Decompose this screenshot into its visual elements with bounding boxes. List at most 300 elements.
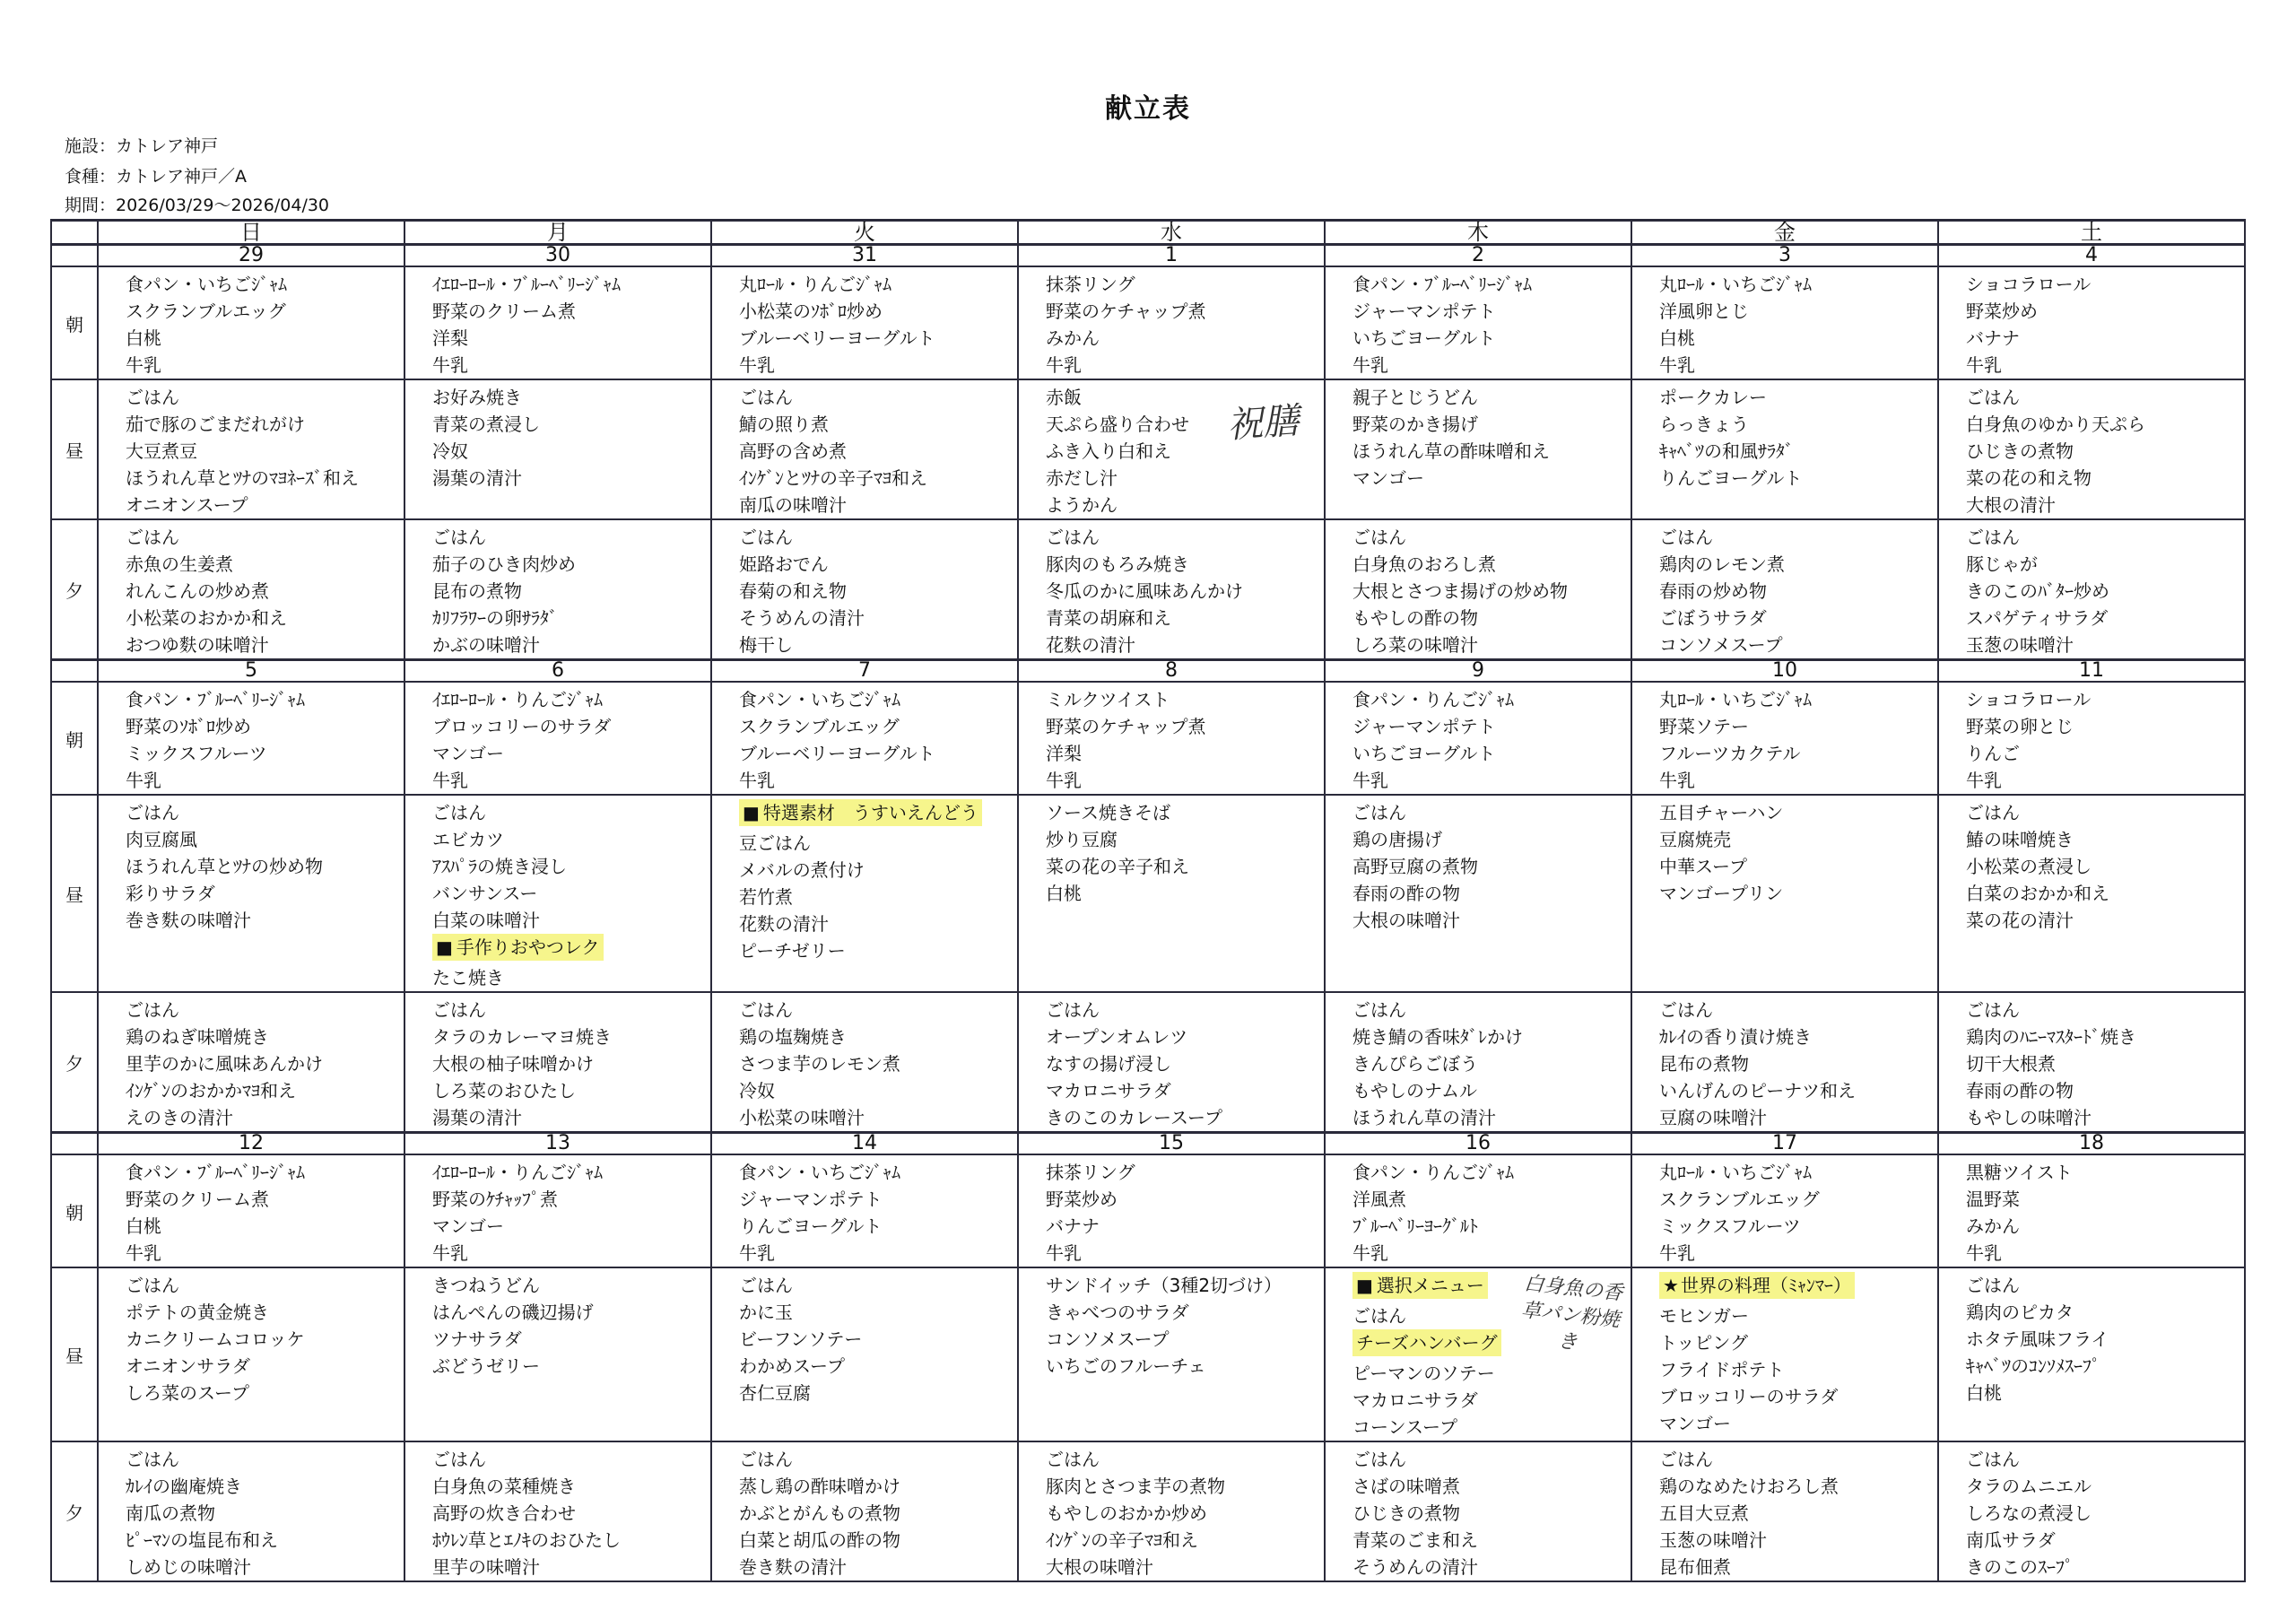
menu-cell	[1631, 1441, 1938, 1581]
menu-cell	[1938, 379, 2245, 519]
menu-item: 菜の花の清汁	[1966, 910, 2074, 931]
meal-row-dinner	[51, 1441, 2245, 1581]
menu-item: 鶏肉のレモン煮	[1659, 553, 1785, 575]
date-cell: 12	[98, 1133, 404, 1155]
menu-item: らっきょう	[1659, 414, 1749, 435]
menu-table	[50, 219, 2246, 1582]
meal-label: 朝	[51, 682, 98, 795]
menu-item: 牛乳	[432, 354, 468, 376]
menu-item: 抹茶リング	[1046, 274, 1135, 295]
menu-item: ショコラロール	[1966, 274, 2092, 295]
handwritten-menu-note: 白身魚の香草パン粉焼き	[1520, 1272, 1624, 1354]
menu-item: 茄子のひき肉炒め	[432, 553, 576, 575]
menu-item: フルーツカクテル	[1659, 743, 1801, 764]
menu-item: 大根の味噌汁	[1046, 1556, 1153, 1578]
menu-item: サンドイッチ（3種2切づけ）	[1046, 1275, 1283, 1296]
menu-item: 花麩の清汁	[1046, 634, 1135, 656]
menu-item: みかん	[1046, 327, 1100, 349]
menu-item: たこ焼き	[432, 967, 504, 988]
meal-label: 朝	[51, 1154, 98, 1267]
menu-item: 鶏のなめたけおろし煮	[1659, 1476, 1839, 1497]
menu-item: 温野菜	[1966, 1189, 2020, 1210]
day-header: 火	[711, 221, 1018, 245]
date-cell: 16	[1325, 1133, 1631, 1155]
menu-cell	[1631, 1267, 1938, 1441]
menu-cell	[1018, 1441, 1325, 1581]
meal-row-breakfast	[51, 1154, 2245, 1267]
menu-item: 牛乳	[126, 770, 161, 791]
meal-row-dinner	[51, 992, 2245, 1133]
menu-item: 巻き麩の清汁	[739, 1556, 847, 1578]
menu-item: 白桃	[126, 1215, 161, 1237]
menu-item: 豆腐の味噌汁	[1659, 1107, 1767, 1128]
menu-item: 杏仁豆腐	[739, 1382, 811, 1404]
menu-cell	[1325, 682, 1631, 795]
meal-label: 夕	[51, 1441, 98, 1581]
menu-item: 野菜ソテー	[1659, 716, 1749, 737]
menu-item: マンゴー	[432, 1215, 504, 1237]
menu-cell	[1018, 1154, 1325, 1267]
meal-row-lunch	[51, 379, 2245, 519]
menu-item: 野菜のクリーム煮	[432, 300, 576, 322]
menu-item: ごはん	[432, 999, 486, 1021]
date-cell: 29	[98, 245, 404, 267]
date-cell: 4	[1938, 245, 2245, 267]
menu-item: コーンスープ	[1352, 1416, 1457, 1438]
menu-item: コンソメスープ	[1659, 634, 1783, 656]
menu-item: 牛乳	[126, 1242, 161, 1264]
menu-cell	[404, 992, 711, 1133]
menu-item: 白桃	[126, 327, 161, 349]
menu-item: もやしのナムル	[1352, 1080, 1477, 1102]
menu-item: ごはん	[1352, 802, 1406, 823]
menu-cell	[98, 519, 404, 660]
menu-item: ごはん	[126, 387, 179, 408]
menu-cell	[404, 379, 711, 519]
menu-item: ミックスフルーツ	[126, 743, 267, 764]
menu-item: 小松菜の煮浸し	[1966, 856, 2092, 877]
menu-item: ごはん	[432, 802, 486, 823]
menu-item: 蒸し鶏の酢味噌かけ	[739, 1476, 900, 1497]
menu-item: 野菜のクリーム煮	[126, 1189, 269, 1210]
menu-item: ごはん	[1659, 1449, 1713, 1470]
menu-item: 赤だし汁	[1046, 467, 1118, 489]
menu-item: マンゴー	[1352, 467, 1424, 489]
menu-cell	[1631, 682, 1938, 795]
menu-item: 大根の味噌汁	[1352, 910, 1460, 931]
menu-cell	[1325, 1441, 1631, 1581]
menu-item: 里芋のかに風味あんかけ	[126, 1053, 323, 1075]
menu-item: ごはん	[1352, 527, 1406, 548]
date-row	[51, 245, 2245, 267]
menu-cell	[1631, 992, 1938, 1133]
day-header: 土	[1938, 221, 2245, 245]
menu-item: ホタテ風味フライ	[1966, 1328, 2109, 1350]
menu-item: ごはん	[1659, 527, 1713, 548]
meal-label: 夕	[51, 519, 98, 660]
menu-item: 小松菜の味噌汁	[739, 1107, 865, 1128]
menu-item: 白身魚の菜種焼き	[432, 1476, 576, 1497]
menu-item: 梅干し	[739, 634, 793, 656]
menu-cell	[98, 1441, 404, 1581]
menu-cell	[98, 266, 404, 379]
menu-item: 丸ﾛｰﾙ・りんごｼﾞｬﾑ	[739, 274, 891, 295]
menu-item: 小松菜のおかか和え	[126, 607, 287, 629]
menu-item: 牛乳	[1659, 354, 1695, 376]
menu-item: 大根の清汁	[1966, 494, 2056, 516]
menu-cell	[1631, 266, 1938, 379]
menu-item: ミックスフルーツ	[1659, 1215, 1801, 1237]
meal-type-label: 食種：カトレア神戸／A	[65, 167, 247, 187]
date-cell: 1	[1018, 245, 1325, 267]
menu-item: しろ菜のスープ	[126, 1382, 249, 1404]
date-cell: 2	[1325, 245, 1631, 267]
menu-item: おつゆ麩の味噌汁	[126, 634, 269, 656]
menu-item: 丸ﾛｰﾙ・いちごｼﾞｬﾑ	[1659, 274, 1812, 295]
menu-cell	[1938, 1154, 2245, 1267]
menu-item: さつま芋のレモン煮	[739, 1053, 900, 1075]
menu-item: 食パン・りんごｼﾞｬﾑ	[1352, 1162, 1514, 1183]
menu-item: 鯖の照り煮	[739, 414, 829, 435]
menu-item: マカロニサラダ	[1352, 1389, 1478, 1411]
menu-cell	[1631, 795, 1938, 992]
menu-item: 炒り豆腐	[1046, 829, 1118, 850]
menu-item: 親子とじうどん	[1352, 387, 1478, 408]
menu-item: 白桃	[1046, 883, 1082, 904]
day-header: 木	[1325, 221, 1631, 245]
menu-item: 牛乳	[1966, 354, 2002, 376]
menu-item: ごはん	[126, 802, 179, 823]
menu-item: 玉葱の味噌汁	[1659, 1529, 1767, 1551]
menu-cell	[1018, 795, 1325, 992]
menu-item: 春雨の酢の物	[1966, 1080, 2074, 1102]
menu-item: ごはん	[432, 1449, 486, 1470]
menu-item: もやしの酢の物	[1352, 607, 1478, 629]
menu-cell	[711, 992, 1018, 1133]
menu-item: 牛乳	[432, 770, 468, 791]
menu-item: ほうれん草の清汁	[1352, 1107, 1496, 1128]
menu-item: ごはん	[1352, 1449, 1406, 1470]
menu-item: ｲﾝｹﾞﾝとﾂﾅの辛子ﾏﾖ和え	[739, 467, 927, 489]
menu-item: いちごヨーグルト	[1352, 327, 1496, 349]
menu-cell	[1018, 992, 1325, 1133]
menu-item: 丸ﾛｰﾙ・いちごｼﾞｬﾑ	[1659, 689, 1812, 710]
menu-item: 白身魚のおろし煮	[1352, 553, 1496, 575]
menu-item: マンゴープリン	[1659, 883, 1784, 904]
menu-item: ｶﾚｲの香り漬け焼き	[1659, 1026, 1812, 1048]
menu-cell	[1938, 519, 2245, 660]
menu-item: 白桃	[1659, 327, 1695, 349]
date-cell: 15	[1018, 1133, 1325, 1155]
menu-item: 里芋の味噌汁	[432, 1556, 540, 1578]
menu-item: 高野豆腐の煮物	[1352, 856, 1478, 877]
menu-item: きつねうどん	[432, 1275, 540, 1296]
menu-item: ★ 世界の料理（ﾐｬﾝﾏｰ）	[1659, 1272, 1855, 1299]
menu-item: 冷奴	[432, 440, 468, 462]
menu-item: ごはん	[739, 527, 793, 548]
menu-item: りんご	[1966, 743, 2020, 764]
menu-item: 牛乳	[432, 1242, 468, 1264]
menu-item: 鶏肉のピカタ	[1966, 1302, 2074, 1323]
menu-item: 高野の炊き合わせ	[432, 1502, 576, 1524]
date-row-label	[51, 660, 98, 683]
menu-item: スパゲティサラダ	[1966, 607, 2109, 629]
menu-item: ごはん	[126, 1449, 179, 1470]
day-header: 金	[1631, 221, 1938, 245]
menu-item: えのきの清汁	[126, 1107, 233, 1128]
menu-item: 昆布の煮物	[432, 580, 522, 602]
menu-item: 牛乳	[1659, 1242, 1695, 1264]
menu-cell	[1325, 795, 1631, 992]
meal-label: 昼	[51, 795, 98, 992]
menu-item: 春雨の炒め物	[1659, 580, 1767, 602]
menu-cell	[1938, 1267, 2245, 1441]
menu-item: オニオンサラダ	[126, 1355, 250, 1377]
menu-item: かぶの味噌汁	[432, 634, 540, 656]
menu-cell	[1018, 266, 1325, 379]
menu-item: マカロニサラダ	[1046, 1080, 1171, 1102]
menu-item: 天ぷら盛り合わせ	[1046, 414, 1189, 435]
menu-item: ｶﾘﾌﾗﾜｰの卵ｻﾗﾀﾞ	[432, 607, 558, 629]
menu-item: ｲﾝｹﾞﾝのおかかﾏﾖ和え	[126, 1080, 296, 1102]
date-cell: 11	[1938, 660, 2245, 683]
date-cell: 5	[98, 660, 404, 683]
menu-item: ブルーベリーヨーグルト	[739, 743, 935, 764]
menu-item: 野菜炒め	[1046, 1189, 1118, 1210]
menu-item: 小松菜のｿﾎﾞﾛ炒め	[739, 300, 883, 322]
day-header: 日	[98, 221, 404, 245]
menu-cell	[1018, 682, 1325, 795]
menu-item: しろ菜のおひたし	[432, 1080, 576, 1102]
menu-item: ようかん	[1046, 494, 1118, 516]
menu-item: 牛乳	[1352, 1242, 1388, 1264]
menu-item: ｷｬﾍﾞﾂの和風ｻﾗﾀﾞ	[1659, 440, 1794, 462]
menu-item: そうめんの清汁	[1352, 1556, 1478, 1578]
menu-item: 野菜のかき揚げ	[1352, 414, 1478, 435]
menu-item: ごはん	[739, 387, 793, 408]
menu-item: 野菜炒め	[1966, 300, 2038, 322]
menu-item: ひじきの煮物	[1352, 1502, 1460, 1524]
menu-item: ブロッコリーのサラダ	[432, 716, 612, 737]
date-row-label	[51, 245, 98, 267]
menu-item: 野菜のケチャップ煮	[1046, 716, 1206, 737]
menu-item: ぶどうゼリー	[432, 1355, 540, 1377]
menu-cell	[1938, 795, 2245, 992]
menu-item: ｲｴﾛｰﾛｰﾙ・りんごｼﾞｬﾑ	[432, 689, 603, 710]
menu-item: 食パン・りんごｼﾞｬﾑ	[1352, 689, 1514, 710]
menu-item: 湯葉の清汁	[432, 467, 522, 489]
menu-item: ごはん	[739, 1275, 793, 1296]
menu-item: 牛乳	[1966, 770, 2002, 791]
menu-item: 黒糖ツイスト	[1966, 1162, 2073, 1183]
menu-item: きんぴらごぼう	[1352, 1053, 1478, 1075]
menu-item: 食パン・いちごｼﾞｬﾑ	[126, 274, 287, 295]
menu-cell	[1325, 1154, 1631, 1267]
date-cell: 10	[1631, 660, 1938, 683]
menu-item: 野菜のケチャップ煮	[1046, 300, 1206, 322]
menu-item: ごはん	[739, 999, 793, 1021]
menu-item: コンソメスープ	[1046, 1328, 1170, 1350]
menu-item: タラのムニエル	[1966, 1476, 2092, 1497]
menu-item: ジャーマンポテト	[739, 1189, 883, 1210]
menu-cell	[404, 519, 711, 660]
date-cell: 7	[711, 660, 1018, 683]
menu-item: 赤飯	[1046, 387, 1082, 408]
menu-cell	[98, 682, 404, 795]
menu-item: お好み焼き	[432, 387, 522, 408]
menu-item: ﾎｳﾚﾝ草とｴﾉｷのおひたし	[432, 1529, 621, 1551]
menu-cell	[404, 266, 711, 379]
menu-item: 焼き鯖の香味ﾀﾞﾚかけ	[1352, 1026, 1523, 1048]
corner-cell	[51, 221, 98, 245]
menu-cell	[711, 1441, 1018, 1581]
menu-item: いちごのフルーチェ	[1046, 1355, 1206, 1377]
menu-item: そうめんの清汁	[739, 607, 865, 629]
menu-item: 白菜のおかか和え	[1966, 883, 2109, 904]
menu-item: 牛乳	[1352, 770, 1388, 791]
menu-item: きのこのカレースープ	[1046, 1107, 1222, 1128]
menu-item: 白菜と胡瓜の酢の物	[739, 1529, 900, 1551]
menu-item: ｱｽﾊﾟﾗの焼き浸し	[432, 856, 567, 877]
menu-item: ピーチゼリー	[739, 940, 846, 962]
menu-item: 白菜の味噌汁	[432, 910, 540, 931]
menu-item: ごはん	[126, 999, 179, 1021]
menu-item: チーズハンバーグ	[1352, 1329, 1501, 1356]
menu-item: 南瓜の味噌汁	[739, 494, 847, 516]
menu-item: 牛乳	[739, 1242, 775, 1264]
date-cell: 8	[1018, 660, 1325, 683]
menu-item: 高野の含め煮	[739, 440, 847, 462]
menu-item: ごはん	[1966, 1449, 2020, 1470]
menu-item: ｷｬﾍﾞﾂのｺﾝｿﾒｽｰﾌﾟ	[1966, 1355, 2100, 1377]
menu-item: もやしの味噌汁	[1966, 1107, 2092, 1128]
menu-cell	[1325, 519, 1631, 660]
menu-item: 茄で豚のごまだれがけ	[126, 414, 305, 435]
menu-item: メバルの煮付け	[739, 859, 865, 881]
menu-item: ｶﾚｲの幽庵焼き	[126, 1476, 242, 1497]
date-cell: 13	[404, 1133, 711, 1155]
menu-item: 鶏肉のﾊﾆｰﾏｽﾀｰﾄﾞ焼き	[1966, 1026, 2136, 1048]
menu-item: 五目大豆煮	[1659, 1502, 1749, 1524]
menu-cell	[1938, 266, 2245, 379]
menu-item: 南瓜の煮物	[126, 1502, 215, 1524]
date-cell: 17	[1631, 1133, 1938, 1155]
menu-item: ごはん	[1966, 999, 2020, 1021]
menu-cell	[711, 379, 1018, 519]
menu-item: しろ菜の味噌汁	[1352, 634, 1478, 656]
menu-item: ほうれん草とﾂﾅのﾏﾖﾈｰｽﾞ和え	[126, 467, 359, 489]
meal-label: 昼	[51, 1267, 98, 1441]
meal-row-lunch	[51, 1267, 2245, 1441]
menu-item: ごはん	[739, 1449, 793, 1470]
menu-item: 青菜の胡麻和え	[1046, 607, 1171, 629]
menu-item: ジャーマンポテト	[1352, 300, 1496, 322]
menu-item: きゃべつのサラダ	[1046, 1302, 1189, 1323]
menu-item: 五目チャーハン	[1659, 802, 1784, 823]
menu-item: ﾋﾟｰﾏﾝの塩昆布和え	[126, 1529, 278, 1551]
menu-cell	[404, 1154, 711, 1267]
menu-item: オープンオムレツ	[1046, 1026, 1188, 1048]
menu-item: ショコラロール	[1966, 689, 2092, 710]
menu-cell	[98, 992, 404, 1133]
menu-item: マンゴー	[432, 743, 504, 764]
menu-item: ごはん	[1966, 802, 2020, 823]
menu-cell	[404, 795, 711, 992]
menu-item: 白桃	[1966, 1382, 2002, 1404]
menu-item: ■ 特選素材 うすいえんどう	[739, 799, 982, 826]
facility-label: 施設：カトレア神戸	[65, 136, 219, 156]
menu-item: ごはん	[1966, 1275, 2020, 1296]
menu-item: 春菊の和え物	[739, 580, 847, 602]
menu-item: ひじきの煮物	[1966, 440, 2074, 462]
menu-item: 牛乳	[1352, 354, 1388, 376]
menu-cell	[1325, 992, 1631, 1133]
menu-item: ごはん	[1966, 387, 2020, 408]
menu-item: ミルクツイスト	[1046, 689, 1170, 710]
menu-item: 青菜のごま和え	[1352, 1529, 1478, 1551]
date-cell: 14	[711, 1133, 1018, 1155]
day-header: 水	[1018, 221, 1325, 245]
menu-item: 豚肉とさつま芋の煮物	[1046, 1476, 1225, 1497]
menu-item: 洋梨	[1046, 743, 1082, 764]
menu-item: スクランブルエッグ	[126, 300, 286, 322]
menu-item: タラのカレーマヨ焼き	[432, 1026, 612, 1048]
menu-item: 青菜の煮浸し	[432, 414, 540, 435]
date-row	[51, 660, 2245, 683]
menu-item: みかん	[1966, 1215, 2020, 1237]
menu-item: 豚じゃが	[1966, 553, 2038, 575]
menu-item: しめじの味噌汁	[126, 1556, 251, 1578]
menu-item: 丸ﾛｰﾙ・いちごｼﾞｬﾑ	[1659, 1162, 1812, 1183]
menu-item: 冷奴	[739, 1080, 775, 1102]
menu-item: 彩りサラダ	[126, 883, 215, 904]
menu-item: はんぺんの磯辺揚げ	[432, 1302, 594, 1323]
menu-item: 大豆煮豆	[126, 440, 197, 462]
menu-cell	[1325, 266, 1631, 379]
menu-item: ごはん	[1046, 1449, 1100, 1470]
menu-item: カニクリームコロッケ	[126, 1328, 305, 1350]
date-row	[51, 1133, 2245, 1155]
day-header: 月	[404, 221, 711, 245]
menu-item: 野菜の卵とじ	[1966, 716, 2074, 737]
menu-item: 肉豆腐風	[126, 829, 197, 850]
menu-item: 春雨の酢の物	[1352, 883, 1460, 904]
menu-item: ごはん	[126, 527, 179, 548]
page-title: 献立表	[1105, 93, 1191, 125]
menu-item: かぶとがんもの煮物	[739, 1502, 900, 1524]
period-label: 期間：2026/03/29～2026/04/30	[65, 196, 330, 215]
menu-item: フライドポテト	[1659, 1359, 1785, 1380]
menu-cell	[1631, 1154, 1938, 1267]
menu-item: れんこんの炒め煮	[126, 580, 269, 602]
menu-item: 大根とさつま揚げの炒め物	[1352, 580, 1568, 602]
menu-item: 食パン・ﾌﾞﾙｰﾍﾞﾘｰｼﾞｬﾑ	[126, 1162, 305, 1183]
menu-item: 鶏の塩麹焼き	[739, 1026, 847, 1048]
menu-item: りんごヨーグルト	[1659, 467, 1803, 489]
menu-item: 食パン・ﾌﾞﾙｰﾍﾞﾘｰｼﾞｬﾑ	[1352, 274, 1532, 295]
menu-item: 豚肉のもろみ焼き	[1046, 553, 1189, 575]
meal-label: 夕	[51, 992, 98, 1133]
meal-row-breakfast	[51, 682, 2245, 795]
menu-item: ごはん	[432, 527, 486, 548]
menu-cell	[711, 1267, 1018, 1441]
menu-cell	[711, 519, 1018, 660]
menu-item: ごぼうサラダ	[1659, 607, 1767, 629]
menu-item: 牛乳	[1659, 770, 1695, 791]
menu-item: 食パン・いちごｼﾞｬﾑ	[739, 689, 900, 710]
menu-item: 昆布の煮物	[1659, 1053, 1749, 1075]
menu-item: ﾌﾞﾙｰﾍﾞﾘｰﾖｰｸﾞﾙﾄ	[1352, 1215, 1478, 1237]
